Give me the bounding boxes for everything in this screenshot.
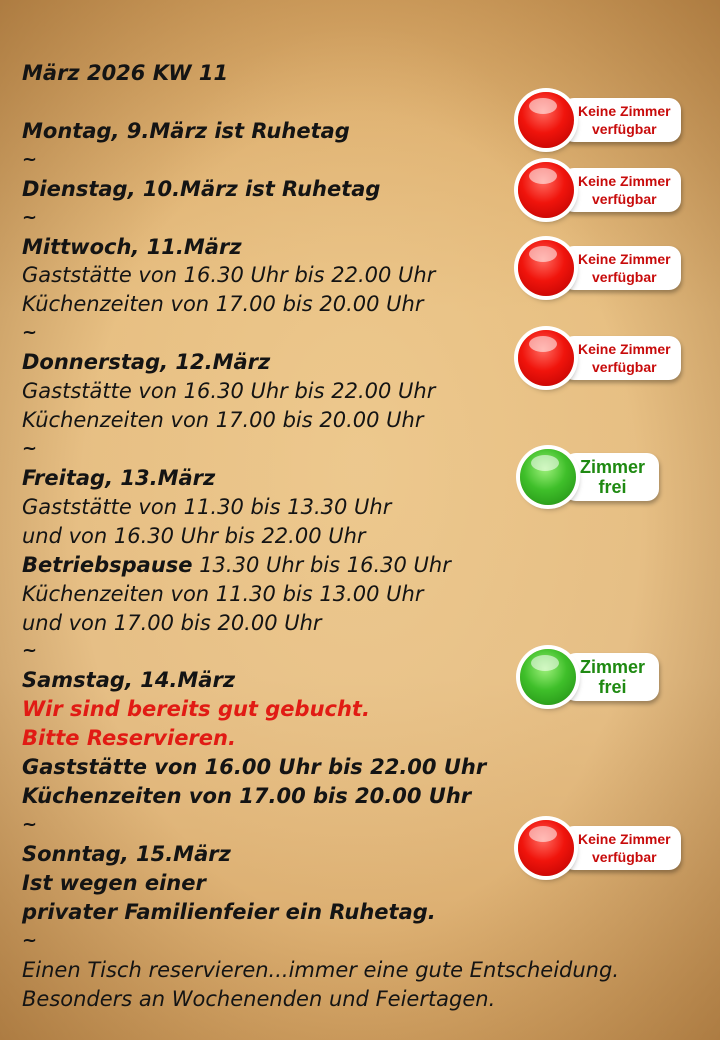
- room-status-badge-sunday: [518, 817, 681, 879]
- week-heading: März 2026 KW 11: [22, 61, 229, 85]
- tuesday-heading: Dienstag, 10.März ist Ruhetag: [22, 176, 381, 201]
- badge-line-2: frei: [598, 477, 627, 497]
- friday-kitchen-hours-2: und von 17.00 bis 20.00 Uhr: [22, 610, 322, 635]
- saturday-kitchen-hours: Küchenzeiten von 17.00 bis 20.00 Uhr: [22, 784, 472, 809]
- badge-line-2: frei: [598, 677, 627, 697]
- separator: ~: [22, 437, 38, 459]
- separator: ~: [22, 813, 38, 835]
- saturday-restaurant-hours: Gaststätte von 16.00 Uhr bis 22.00 Uhr: [22, 755, 487, 780]
- red-button-icon: [518, 820, 574, 876]
- red-button-icon: [518, 92, 574, 148]
- friday-restaurant-hours-1: Gaststätte von 11.30 bis 13.30 Uhr: [22, 494, 392, 519]
- badge-line-2: verfügbar: [592, 359, 657, 375]
- room-status-badge-wednesday: [518, 237, 681, 299]
- badge-line-1: Zimmer: [580, 657, 646, 677]
- room-status-badge-thursday: [518, 327, 681, 389]
- thursday-heading: Donnerstag, 12.März: [22, 350, 271, 375]
- separator: ~: [22, 148, 38, 170]
- friday-restaurant-hours-2: und von 16.30 Uhr bis 22.00 Uhr: [22, 523, 366, 548]
- friday-heading: Freitag, 13.März: [22, 465, 216, 490]
- wednesday-kitchen-hours: Küchenzeiten von 17.00 bis 20.00 Uhr: [22, 292, 424, 317]
- separator: ~: [22, 206, 38, 228]
- badge-line-1: Keine Zimmer: [578, 173, 671, 189]
- saturday-notice-reserve: Bitte Reservieren.: [22, 726, 236, 751]
- red-button-icon: [518, 330, 574, 386]
- badge-line-2: verfügbar: [592, 269, 657, 285]
- separator: ~: [22, 929, 38, 951]
- green-button-icon: [520, 649, 576, 705]
- badge-line-2: verfügbar: [592, 121, 657, 137]
- red-button-icon: [518, 162, 574, 218]
- red-button-icon: [518, 240, 574, 296]
- badge-line-2: verfügbar: [592, 191, 657, 207]
- saturday-heading: Samstag, 14.März: [22, 668, 236, 693]
- wednesday-heading: Mittwoch, 11.März: [22, 234, 242, 259]
- sunday-note-1: Ist wegen einer: [22, 870, 206, 895]
- thursday-kitchen-hours: Küchenzeiten von 17.00 bis 20.00 Uhr: [22, 408, 424, 433]
- friday-kitchen-hours-1: Küchenzeiten von 11.30 bis 13.00 Uhr: [22, 581, 424, 606]
- saturday-notice-booked: Wir sind bereits gut gebucht.: [22, 697, 370, 722]
- separator: ~: [22, 640, 38, 662]
- wednesday-restaurant-hours: Gaststätte von 16.30 Uhr bis 22.00 Uhr: [22, 263, 436, 288]
- room-status-badge-friday: [520, 446, 659, 508]
- thursday-restaurant-hours: Gaststätte von 16.30 Uhr bis 22.00 Uhr: [22, 379, 436, 404]
- separator: ~: [22, 322, 38, 344]
- friday-break-line: [22, 551, 672, 580]
- badge-line-1: Keine Zimmer: [578, 831, 671, 847]
- badge-line-1: Zimmer: [580, 457, 646, 477]
- monday-heading: Montag, 9.März ist Ruhetag: [22, 118, 350, 143]
- badge-line-2: verfügbar: [592, 849, 657, 865]
- footer-line-2: Besonders an Wochenenden und Feiertagen.: [22, 986, 496, 1011]
- green-button-icon: [520, 449, 576, 505]
- room-status-badge-saturday: [520, 646, 659, 708]
- room-status-badge-monday: [518, 89, 681, 151]
- sunday-note-2: privater Familienfeier ein Ruhetag.: [22, 899, 436, 924]
- badge-line-1: Keine Zimmer: [578, 251, 671, 267]
- break-label: Betriebspause: [22, 552, 193, 577]
- footer-line-1: Einen Tisch reservieren...immer eine gute Entscheidung.: [22, 957, 619, 982]
- break-hours: 13.30 Uhr bis 16.30 Uhr: [192, 552, 451, 577]
- room-status-badge-tuesday: [518, 159, 681, 221]
- badge-line-1: Keine Zimmer: [578, 341, 671, 357]
- sunday-heading: Sonntag, 15.März: [22, 841, 231, 866]
- badge-line-1: Keine Zimmer: [578, 103, 671, 119]
